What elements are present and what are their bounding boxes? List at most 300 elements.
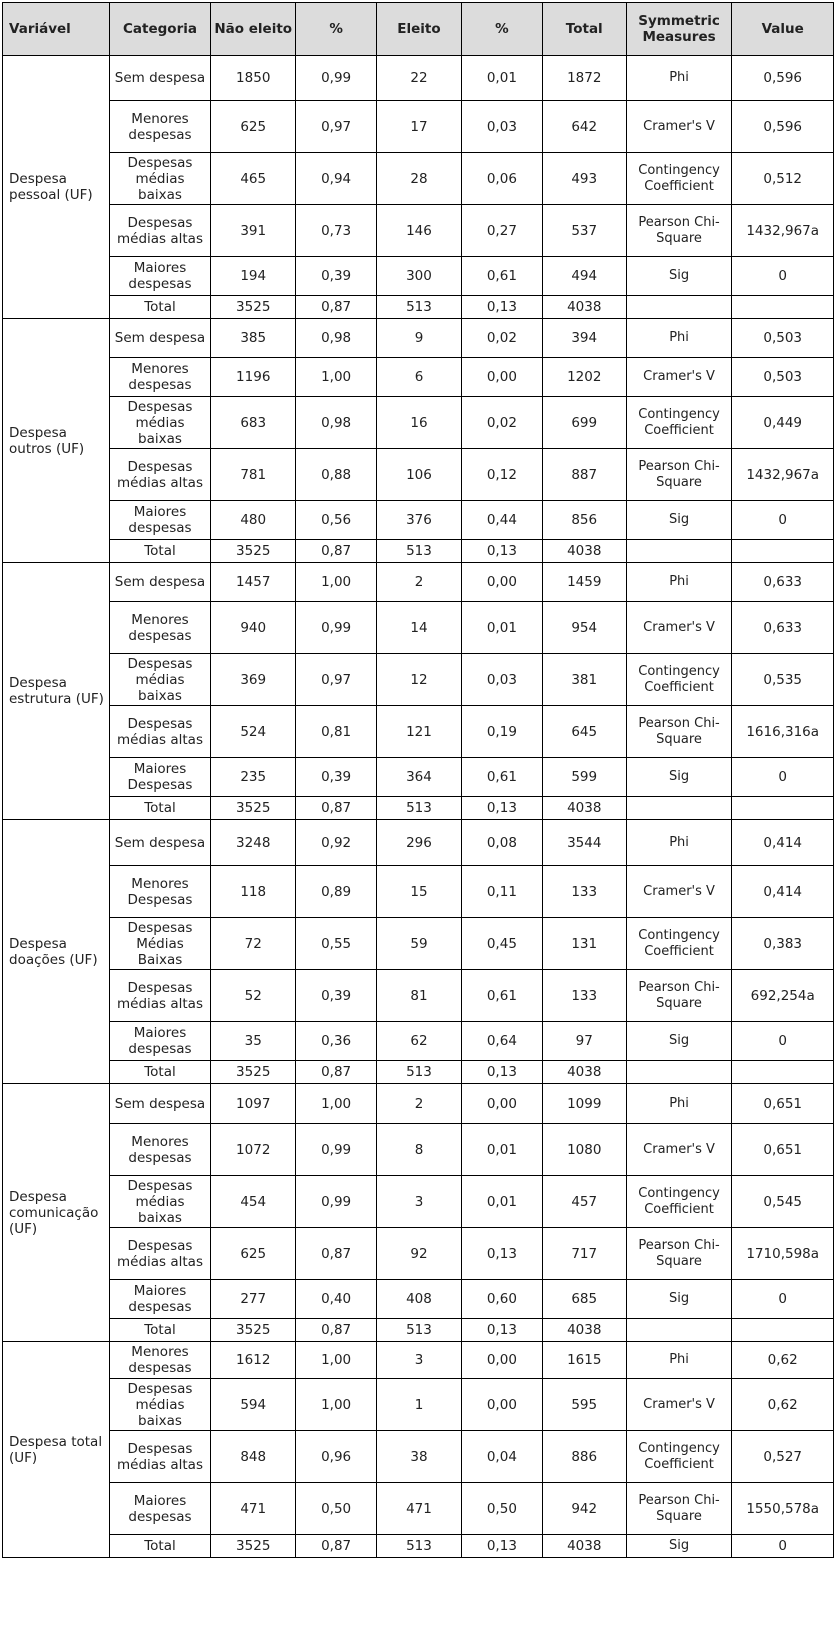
table-row [3,1124,834,1176]
total-cell: 1202 [542,358,626,397]
total-cell: 1080 [542,1124,626,1176]
value-cell: 0,596 [732,101,834,153]
value-cell: 0,651 [732,1084,834,1124]
value-cell: 0,62 [732,1342,834,1379]
pct-eleito-cell: 0,00 [461,1084,542,1124]
category-cell: Despesas médias altas [109,205,211,257]
category-cell: Sem despesa [109,1084,211,1124]
category-cell: Maiores despesas [109,501,211,540]
value-cell: 0,414 [732,866,834,918]
total-cell: 537 [542,205,626,257]
eleito-cell: 59 [377,918,462,970]
measure-cell: Cramer's V [626,101,732,153]
pct-eleito-cell: 0,13 [461,540,542,563]
category-cell: Menores Despesas [109,866,211,918]
nao-eleito-cell: 1196 [211,358,296,397]
pct-nao-eleito-cell: 0,87 [296,1535,377,1558]
total-cell: 1615 [542,1342,626,1379]
table-row [3,1022,834,1061]
pct-nao-eleito-cell: 0,87 [296,1319,377,1342]
eleito-cell: 364 [377,758,462,797]
measure-cell [626,296,732,319]
pct-eleito-cell: 0,03 [461,654,542,706]
nao-eleito-cell: 524 [211,706,296,758]
pct-eleito-cell: 0,61 [461,257,542,296]
table-row [3,918,834,970]
value-cell: 0,633 [732,563,834,602]
table-row [3,397,834,449]
value-cell: 0 [732,758,834,797]
nao-eleito-cell: 1612 [211,1342,296,1379]
measure-cell: Pearson Chi-Square [626,970,732,1022]
table-row [3,1379,834,1431]
table-row [3,758,834,797]
pct-eleito-cell: 0,02 [461,319,542,358]
pct-eleito-cell: 0,13 [461,1228,542,1280]
table-row [3,56,834,101]
nao-eleito-cell: 1457 [211,563,296,602]
value-cell: 0 [732,1022,834,1061]
eleito-cell: 15 [377,866,462,918]
pct-eleito-cell: 0,13 [461,797,542,820]
pct-eleito-cell: 0,06 [461,153,542,205]
pct-nao-eleito-cell: 0,94 [296,153,377,205]
pct-eleito-cell: 0,01 [461,602,542,654]
total-cell: 642 [542,101,626,153]
eleito-cell: 121 [377,706,462,758]
eleito-cell: 22 [377,56,462,101]
table-row [3,501,834,540]
value-cell: 692,254a [732,970,834,1022]
table-row [3,257,834,296]
variable-cell: Despesa comunicação (UF) [3,1084,110,1342]
pct-eleito-cell: 0,01 [461,56,542,101]
eleito-cell: 408 [377,1280,462,1319]
nao-eleito-cell: 369 [211,654,296,706]
total-cell: 97 [542,1022,626,1061]
eleito-cell: 513 [377,540,462,563]
value-cell: 1550,578a [732,1483,834,1535]
pct-nao-eleito-cell: 0,99 [296,1176,377,1228]
category-cell: Menores despesas [109,1342,211,1379]
category-cell: Menores despesas [109,358,211,397]
measure-cell: Pearson Chi-Square [626,449,732,501]
table-row [3,1084,834,1124]
measure-cell: Contingency Coefficient [626,1431,732,1483]
nao-eleito-cell: 3525 [211,296,296,319]
eleito-cell: 471 [377,1483,462,1535]
total-cell: 381 [542,654,626,706]
eleito-cell: 513 [377,296,462,319]
table-row [3,602,834,654]
total-cell: 1459 [542,563,626,602]
eleito-cell: 92 [377,1228,462,1280]
eleito-cell: 376 [377,501,462,540]
value-cell: 0,62 [732,1379,834,1431]
variable-cell: Despesa doações (UF) [3,820,110,1084]
measure-cell: Sig [626,1535,732,1558]
pct-nao-eleito-cell: 0,97 [296,101,377,153]
table-row [3,866,834,918]
measure-cell: Pearson Chi-Square [626,1228,732,1280]
pct-nao-eleito-cell: 0,89 [296,866,377,918]
nao-eleito-cell: 235 [211,758,296,797]
total-cell: 493 [542,153,626,205]
measure-cell: Pearson Chi-Square [626,706,732,758]
pct-nao-eleito-cell: 0,98 [296,319,377,358]
value-cell [732,1319,834,1342]
category-cell: Despesas médias altas [109,706,211,758]
pct-eleito-cell: 0,50 [461,1483,542,1535]
total-cell: 133 [542,970,626,1022]
pct-nao-eleito-cell: 0,50 [296,1483,377,1535]
nao-eleito-cell: 3248 [211,820,296,866]
total-cell: 887 [542,449,626,501]
total-cell: 133 [542,866,626,918]
total-row [3,1319,834,1342]
category-cell: Total [109,1535,211,1558]
pct-nao-eleito-cell: 0,55 [296,918,377,970]
pct-eleito-cell: 0,60 [461,1280,542,1319]
total-cell: 717 [542,1228,626,1280]
table-row [3,205,834,257]
total-cell: 4038 [542,797,626,820]
value-cell [732,540,834,563]
measure-cell: Pearson Chi-Square [626,205,732,257]
nao-eleito-cell: 781 [211,449,296,501]
total-cell: 4038 [542,1061,626,1084]
measure-cell: Contingency Coefficient [626,918,732,970]
header-value: Value [732,3,834,56]
table-row [3,1228,834,1280]
table-row [3,358,834,397]
eleito-cell: 2 [377,563,462,602]
pct-eleito-cell: 0,02 [461,397,542,449]
category-cell: Despesas Médias Baixas [109,918,211,970]
pct-eleito-cell: 0,44 [461,501,542,540]
total-cell: 685 [542,1280,626,1319]
pct-nao-eleito-cell: 0,87 [296,797,377,820]
table-row [3,563,834,602]
category-cell: Despesas médias baixas [109,153,211,205]
total-row [3,540,834,563]
value-cell: 0,535 [732,654,834,706]
eleito-cell: 62 [377,1022,462,1061]
measure-cell: Phi [626,56,732,101]
pct-eleito-cell: 0,00 [461,1342,542,1379]
nao-eleito-cell: 471 [211,1483,296,1535]
total-cell: 457 [542,1176,626,1228]
variable-cell: Despesa pessoal (UF) [3,56,110,319]
total-cell: 4038 [542,1319,626,1342]
nao-eleito-cell: 454 [211,1176,296,1228]
eleito-cell: 1 [377,1379,462,1431]
table-row [3,1431,834,1483]
nao-eleito-cell: 277 [211,1280,296,1319]
total-cell: 699 [542,397,626,449]
nao-eleito-cell: 3525 [211,1535,296,1558]
eleito-cell: 300 [377,257,462,296]
pct-eleito-cell: 0,01 [461,1176,542,1228]
pct-nao-eleito-cell: 0,56 [296,501,377,540]
table-row [3,706,834,758]
category-cell: Maiores despesas [109,1280,211,1319]
nao-eleito-cell: 385 [211,319,296,358]
nao-eleito-cell: 391 [211,205,296,257]
pct-eleito-cell: 0,11 [461,866,542,918]
category-cell: Total [109,540,211,563]
total-cell: 394 [542,319,626,358]
measure-cell: Cramer's V [626,602,732,654]
measure-cell: Sig [626,758,732,797]
eleito-cell: 106 [377,449,462,501]
header-symmetric-measures: Symmetric Measures [626,3,732,56]
pct-nao-eleito-cell: 1,00 [296,1084,377,1124]
pct-nao-eleito-cell: 0,98 [296,397,377,449]
pct-eleito-cell: 0,04 [461,1431,542,1483]
pct-eleito-cell: 0,01 [461,1124,542,1176]
category-cell: Sem despesa [109,56,211,101]
eleito-cell: 81 [377,970,462,1022]
nao-eleito-cell: 52 [211,970,296,1022]
measure-cell: Contingency Coefficient [626,654,732,706]
category-cell: Maiores Despesas [109,758,211,797]
category-cell: Despesas médias baixas [109,1176,211,1228]
value-cell: 1432,967a [732,205,834,257]
table-body [3,56,834,1558]
measure-cell: Phi [626,319,732,358]
table-row [3,970,834,1022]
eleito-cell: 12 [377,654,462,706]
nao-eleito-cell: 1097 [211,1084,296,1124]
pct-eleito-cell: 0,00 [461,1379,542,1431]
header-nao-eleito: Não eleito [211,3,296,56]
eleito-cell: 296 [377,820,462,866]
table-row [3,1176,834,1228]
measure-cell: Cramer's V [626,358,732,397]
table-row [3,1483,834,1535]
value-cell [732,1061,834,1084]
value-cell: 0,651 [732,1124,834,1176]
pct-nao-eleito-cell: 0,73 [296,205,377,257]
value-cell: 0 [732,1535,834,1558]
total-cell: 942 [542,1483,626,1535]
value-cell: 0,449 [732,397,834,449]
table-row [3,101,834,153]
total-cell: 954 [542,602,626,654]
category-cell: Total [109,296,211,319]
pct-nao-eleito-cell: 0,87 [296,1228,377,1280]
total-cell: 131 [542,918,626,970]
nao-eleito-cell: 35 [211,1022,296,1061]
measure-cell [626,1319,732,1342]
table-row [3,820,834,866]
eleito-cell: 146 [377,205,462,257]
eleito-cell: 513 [377,1535,462,1558]
category-cell: Total [109,1061,211,1084]
nao-eleito-cell: 72 [211,918,296,970]
value-cell: 0,527 [732,1431,834,1483]
variable-cell: Despesa estrutura (UF) [3,563,110,820]
category-cell: Despesas médias baixas [109,397,211,449]
pct-nao-eleito-cell: 0,87 [296,296,377,319]
pct-eleito-cell: 0,61 [461,758,542,797]
nao-eleito-cell: 480 [211,501,296,540]
pct-nao-eleito-cell: 0,39 [296,970,377,1022]
measure-cell: Contingency Coefficient [626,153,732,205]
pct-nao-eleito-cell: 0,92 [296,820,377,866]
total-cell: 595 [542,1379,626,1431]
eleito-cell: 16 [377,397,462,449]
measure-cell [626,797,732,820]
measure-cell [626,540,732,563]
category-cell: Despesas médias altas [109,1228,211,1280]
total-row [3,1535,834,1558]
header-pct-eleito: % [461,3,542,56]
pct-nao-eleito-cell: 0,87 [296,1061,377,1084]
value-cell: 0,545 [732,1176,834,1228]
category-cell: Despesas médias altas [109,1431,211,1483]
pct-eleito-cell: 0,00 [461,563,542,602]
value-cell [732,797,834,820]
value-cell: 0,633 [732,602,834,654]
measure-cell: Sig [626,501,732,540]
value-cell [732,296,834,319]
nao-eleito-cell: 940 [211,602,296,654]
eleito-cell: 8 [377,1124,462,1176]
pct-nao-eleito-cell: 0,87 [296,540,377,563]
header-categoria: Categoria [109,3,211,56]
pct-eleito-cell: 0,00 [461,358,542,397]
measure-cell: Sig [626,1280,732,1319]
nao-eleito-cell: 625 [211,101,296,153]
nao-eleito-cell: 625 [211,1228,296,1280]
nao-eleito-cell: 194 [211,257,296,296]
measure-cell: Phi [626,820,732,866]
value-cell: 0,503 [732,358,834,397]
pct-eleito-cell: 0,27 [461,205,542,257]
eleito-cell: 14 [377,602,462,654]
variable-cell: Despesa total (UF) [3,1342,110,1558]
value-cell: 0,512 [732,153,834,205]
category-cell: Despesas médias baixas [109,654,211,706]
nao-eleito-cell: 3525 [211,1061,296,1084]
category-cell: Despesas médias altas [109,970,211,1022]
header-total: Total [542,3,626,56]
eleito-cell: 513 [377,1061,462,1084]
pct-eleito-cell: 0,45 [461,918,542,970]
total-row [3,1061,834,1084]
nao-eleito-cell: 683 [211,397,296,449]
category-cell: Sem despesa [109,319,211,358]
pct-nao-eleito-cell: 0,99 [296,602,377,654]
category-cell: Maiores despesas [109,1022,211,1061]
total-cell: 4038 [542,296,626,319]
total-cell: 494 [542,257,626,296]
pct-nao-eleito-cell: 1,00 [296,1342,377,1379]
nao-eleito-cell: 3525 [211,540,296,563]
measure-cell: Contingency Coefficient [626,1176,732,1228]
pct-eleito-cell: 0,08 [461,820,542,866]
pct-nao-eleito-cell: 0,40 [296,1280,377,1319]
measure-cell: Contingency Coefficient [626,397,732,449]
nao-eleito-cell: 3525 [211,797,296,820]
value-cell: 0 [732,1280,834,1319]
table-row [3,1280,834,1319]
nao-eleito-cell: 1072 [211,1124,296,1176]
table-row [3,319,834,358]
value-cell: 1432,967a [732,449,834,501]
nao-eleito-cell: 118 [211,866,296,918]
pct-nao-eleito-cell: 1,00 [296,1379,377,1431]
pct-nao-eleito-cell: 1,00 [296,563,377,602]
value-cell: 0,414 [732,820,834,866]
value-cell: 0,383 [732,918,834,970]
pct-eleito-cell: 0,03 [461,101,542,153]
value-cell: 0 [732,501,834,540]
eleito-cell: 2 [377,1084,462,1124]
eleito-cell: 6 [377,358,462,397]
eleito-cell: 513 [377,797,462,820]
total-cell: 4038 [542,1535,626,1558]
category-cell: Maiores despesas [109,257,211,296]
total-cell: 886 [542,1431,626,1483]
measure-cell: Cramer's V [626,1124,732,1176]
pct-eleito-cell: 0,19 [461,706,542,758]
pct-nao-eleito-cell: 0,36 [296,1022,377,1061]
value-cell: 1710,598a [732,1228,834,1280]
pct-nao-eleito-cell: 0,81 [296,706,377,758]
category-cell: Despesas médias baixas [109,1379,211,1431]
pct-eleito-cell: 0,61 [461,970,542,1022]
pct-nao-eleito-cell: 0,99 [296,56,377,101]
total-row [3,797,834,820]
measure-cell: Pearson Chi-Square [626,1483,732,1535]
pct-nao-eleito-cell: 1,00 [296,358,377,397]
total-cell: 1099 [542,1084,626,1124]
measure-cell: Sig [626,1022,732,1061]
value-cell: 0 [732,257,834,296]
total-cell: 599 [542,758,626,797]
value-cell: 1616,316a [732,706,834,758]
eleito-cell: 9 [377,319,462,358]
measure-cell: Cramer's V [626,866,732,918]
category-cell: Menores despesas [109,602,211,654]
category-cell: Total [109,797,211,820]
variable-cell: Despesa outros (UF) [3,319,110,563]
eleito-cell: 513 [377,1319,462,1342]
measure-cell: Phi [626,563,732,602]
pct-nao-eleito-cell: 0,96 [296,1431,377,1483]
pct-nao-eleito-cell: 0,88 [296,449,377,501]
category-cell: Sem despesa [109,820,211,866]
total-cell: 4038 [542,540,626,563]
eleito-cell: 17 [377,101,462,153]
category-cell: Sem despesa [109,563,211,602]
total-row [3,296,834,319]
total-cell: 856 [542,501,626,540]
table-row [3,449,834,501]
nao-eleito-cell: 848 [211,1431,296,1483]
category-cell: Maiores despesas [109,1483,211,1535]
total-cell: 1872 [542,56,626,101]
total-cell: 3544 [542,820,626,866]
eleito-cell: 3 [377,1342,462,1379]
eleito-cell: 28 [377,153,462,205]
category-cell: Menores despesas [109,101,211,153]
table-row [3,1342,834,1379]
pct-eleito-cell: 0,12 [461,449,542,501]
